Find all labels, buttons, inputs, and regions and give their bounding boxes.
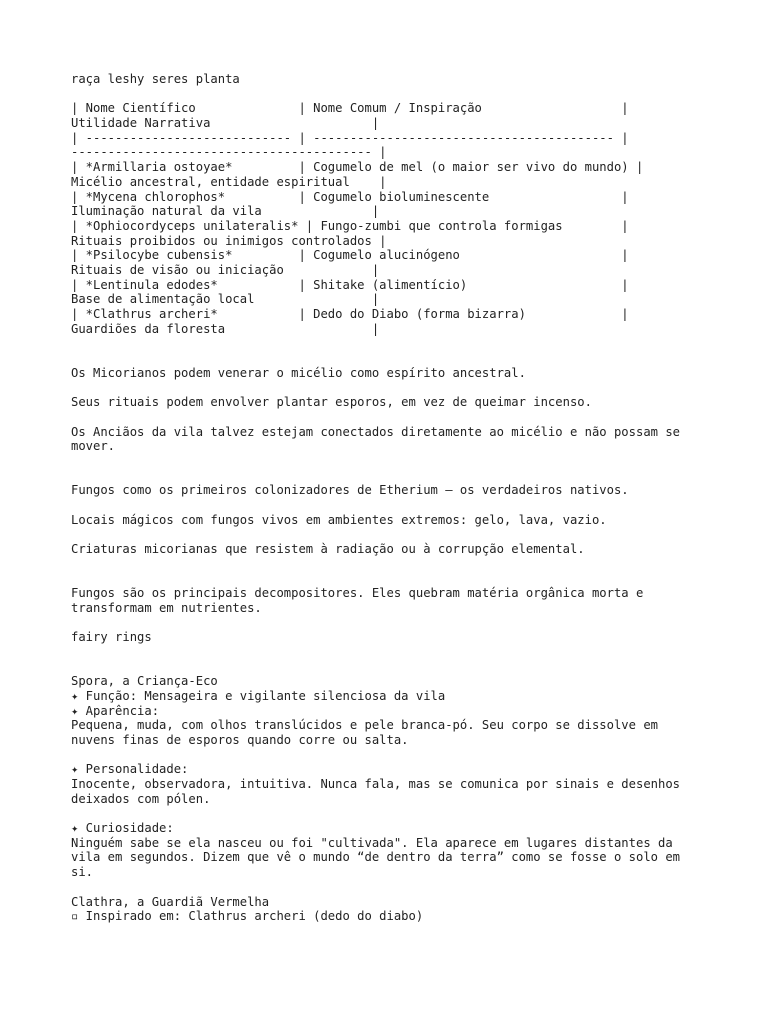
table-row-wrap: Rituais proibidos ou inimigos controlados | (71, 233, 387, 248)
document-body (71, 72, 731, 924)
blank-line (71, 469, 731, 484)
paragraph-wrap: vila em segundos. Dizem que vê o mundo “de dentro da terra” como se fosse o solo em (71, 850, 681, 865)
table-row: | *Mycena chlorophos* | Cogumelo bioluminescente | (71, 189, 629, 204)
blank-line (71, 880, 731, 895)
paragraph: Seus rituais podem envolver plantar esporos, em vez de queimar incenso. (71, 395, 592, 410)
table-row-wrap: Micélio ancestral, entidade espiritual | (71, 174, 387, 189)
paragraph: Ninguém sabe se ela nasceu ou foi "cultivada". Ela aparece em lugares distantes da (71, 835, 673, 850)
character-attribute: ✦ Função: Mensageira e vigilante silenciosa da vila (71, 688, 446, 703)
table-row-wrap: Rituais de visão ou iniciação | (71, 262, 380, 277)
blank-line (71, 87, 731, 102)
doc-title: raça leshy seres planta (71, 72, 240, 86)
paragraph: Os Micorianos podem venerar o micélio como espírito ancestral. (71, 365, 526, 380)
character-heading: Spora, a Criança-Eco (71, 674, 218, 689)
paragraph: Criaturas micorianas que resistem à radiação ou à corrupção elemental. (71, 542, 585, 556)
table-row: | *Armillaria ostoyae* | Cogumelo de mel (o maior ser vivo do mundo) | (71, 160, 644, 175)
character-attribute: ✦ Curiosidade: (71, 821, 174, 836)
table-separator-row: | ---------------------------- | ----------------------------------------- | (71, 130, 629, 145)
table-row: | *Clathrus archeri* | Dedo do Diabo (forma bizarra) | (71, 307, 629, 321)
table-header-row: | Nome Científico | Nome Comum / Inspiração | (71, 101, 629, 116)
table-row-wrap: Base de alimentação local | (71, 292, 380, 307)
blank-line (71, 645, 731, 660)
blank-line (71, 748, 731, 763)
paragraph: Inocente, observadora, intuitiva. Nunca fala, mas se comunica por sinais e desenhos (71, 777, 681, 791)
paragraph-wrap: mover. (71, 439, 116, 454)
table-separator-row-wrap: ----------------------------------------- | (71, 145, 387, 160)
table-row: | *Lentinula edodes* | Shitake (alimentício) | (71, 277, 629, 292)
paragraph: Locais mágicos com fungos vivos em ambientes extremos: gelo, lava, vazio. (71, 512, 607, 527)
blank-line (71, 806, 731, 821)
blank-line (71, 336, 731, 351)
blank-line (71, 557, 731, 572)
table-row-wrap: Guardiões da floresta | (71, 321, 380, 336)
character-attribute: ✦ Personalidade: (71, 762, 189, 777)
paragraph-wrap: si. (71, 865, 94, 880)
paragraph: Pequena, muda, com olhos translúcidos e pele branca-pó. Seu corpo se dissolve em (71, 718, 658, 733)
blank-line (71, 351, 731, 366)
character-attribute: ▫ Inspirado em: Clathrus archeri (dedo do diabo) (71, 909, 424, 924)
table-row: | *Ophiocordyceps unilateralis* | Fungo-zumbi que controla formigas | (71, 218, 629, 233)
table-row-wrap: Iluminação natural da vila | (71, 204, 380, 219)
blank-line (71, 660, 731, 675)
blank-line (71, 571, 731, 586)
paragraph: fairy rings (71, 630, 152, 645)
blank-line (71, 410, 731, 425)
blank-line (71, 527, 731, 542)
blank-line (71, 380, 731, 395)
paragraph-wrap: deixados com pólen. (71, 791, 211, 806)
blank-line (71, 498, 731, 513)
table-header-row-wrap: Utilidade Narrativa | (71, 116, 380, 131)
paragraph: Os Anciãos da vila talvez estejam conectados diretamente ao micélio e não possam se (71, 424, 681, 439)
paragraph: Fungos como os primeiros colonizadores de Etherium — os verdadeiros nativos. (71, 483, 629, 498)
blank-line (71, 454, 731, 469)
paragraph-wrap: transformam em nutrientes. (71, 600, 262, 615)
paragraph: Fungos são os principais decompositores. Eles quebram matéria orgânica morta e (71, 586, 644, 601)
paragraph-wrap: nuvens finas de esporos quando corre ou salta. (71, 732, 409, 747)
table-row: | *Psilocybe cubensis* | Cogumelo alucinógeno | (71, 248, 629, 263)
blank-line (71, 615, 731, 630)
character-heading: Clathra, a Guardiã Vermelha (71, 894, 270, 909)
character-attribute: ✦ Aparência: (71, 703, 160, 718)
